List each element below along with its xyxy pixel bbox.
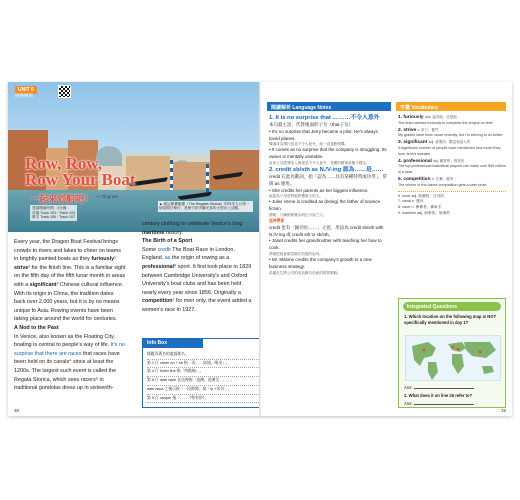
vocab-example: The top professional basketball players can make over $40 million in a year.: [398, 164, 506, 175]
body-paragraph: century clothing to celebrate Venice's long maritime history.: [142, 221, 243, 236]
vocab-extra: 9. maritime adj. 海事的；航海的: [398, 210, 451, 215]
language-note-line: • She credits her parents as her biggest influence.: [269, 187, 369, 193]
info-note: 第 8 行 date back 在這裡指「追溯、追溯至……」。: [147, 377, 265, 386]
info-note: 第 4 行 finish line 指「終點線」。: [147, 368, 265, 377]
vocabulary-list: [398, 114, 506, 217]
vocab-entry: 1. furiously adv. 猛烈地；狂熱地: [398, 115, 457, 120]
language-note-line: • Mr. Malone credits the company's growth to a new business strategy.: [269, 256, 372, 269]
book-spread: [8, 82, 512, 416]
info-note: 第 2 行 cheer on + sb 指「為……加油、喝采」。: [147, 360, 265, 369]
body-paragraph: Every year, the Dragon Boat Festival brings crowds to rivers and lakes to cheer on teams in brightly painted boats as they furiously¹ strive² for the finish line. This is a familiar sight on the fifth day of the fifth lunar month in areas with a significant³ Chinese cultural influence. With its origin in China, the tradition dates back over 2,000 years, but it is by no means unique to Asia. Rowing events have been taking place around the world for centuries.: [14, 239, 126, 323]
vocab-example: The team worked furiously to complete the project on time.: [398, 120, 494, 125]
vocab-example: My grades have been down recently, but I'm striving to do better.: [398, 133, 504, 138]
body-paragraph: In Venice, also known as the Floating City, boating is central to people's way of life. It's no surprise that there are races that races have been held on its canals⁴ since at least the 1200s. The largest such event is called the Regata Storica, which sees racers⁵ in traditional gondolas dress up in sixteenth-: [14, 333, 125, 392]
body-column-2: [142, 220, 254, 315]
language-note-heading: 延伸學習: [269, 218, 285, 223]
language-note-line: 珍妮把她會做菜歸功於她的祖母。: [269, 251, 323, 256]
right-page: [261, 82, 512, 416]
info-box-title: Info Box: [143, 339, 203, 348]
article-title: Row, Row, Row Your Boat: [25, 154, 136, 189]
vocab-entry: 4. professional adj. 職業的；專業的: [398, 158, 465, 164]
reading-meta: 建議閱讀時間：3分鐘 音檔 Track 103 · Track 104 單字 Track 106 · Track 107: [32, 206, 76, 219]
info-note: date back 之後可接「一段時間」或「to +年份」。: [147, 386, 265, 395]
body-column-1: [14, 238, 126, 393]
info-box-left-column: [147, 351, 265, 403]
question-1: 1. Which location on the following map is NOT specifically mentioned in day 1?: [404, 314, 497, 325]
language-note-line: 傑瑞成為飛行員並不令人意外，他一直喜歡飛機。: [269, 142, 349, 147]
language-note-line: 她認為父母是對她影響最大的人。: [269, 194, 323, 199]
language-note-line: credit 也有「歸功於……」之意，用法為 credit sb/sth with N./V-ing 或 credit sth to sb/sth。: [269, 224, 384, 237]
language-note-heading: 1. It is no surprise that ... ……不令人意外: [269, 115, 380, 121]
photo-caption: ▲ 威尼斯賽艇節（The Regatta Storica）的每年九月第一個星期日舉行，是吸引許多觀光客的大型水上活動。: [158, 201, 253, 212]
language-note-line: • Jules Verne is credited as (being) the father of science fiction.: [269, 199, 381, 212]
section-heading: The Birth of a Sport: [142, 238, 193, 245]
language-note-line: 這家公司經營陷入困境並不令人意外，老闆的精神狀態不穩定。: [269, 160, 370, 165]
page-number-right: 39: [500, 408, 506, 413]
vocab-extra: 7. canal n. 運河: [398, 199, 424, 204]
answer-1[interactable]: Ans:: [404, 385, 474, 390]
language-notes: [269, 114, 389, 276]
world-map: [405, 335, 501, 381]
unit-tab: UNIT 6: [15, 86, 37, 94]
qr-code-icon[interactable]: [58, 85, 71, 98]
vocab-extra: 8. racer n. 參賽者；賽車手: [398, 205, 442, 210]
language-note-line: credit 在此為動詞，指「認為……具有某種特質或功勞」，常與 as 連用。: [269, 173, 388, 186]
language-note-heading: 2. credit sb/sth as N./V-ing 認為……是……: [269, 166, 384, 173]
world-map-icon: [406, 336, 502, 382]
vocab-divider: [398, 191, 506, 192]
section-heading: A Nod to the Past: [14, 324, 59, 331]
vocab-entry: 5. competition n. 比賽；競爭: [398, 176, 454, 182]
language-note-line: 儒勒・凡爾納被譽為科幻小說之父。: [269, 212, 327, 217]
answer-2[interactable]: Ans:: [404, 401, 474, 406]
language-note-line: 本句最主語，代替後面的子句（that子句）: [269, 122, 354, 127]
vocab-entry: 3. significant adj. 重要的；數量相當大的: [398, 140, 471, 146]
vocab-example: A significant number of people have mentioned how much they love Jenn's sweater.: [398, 145, 501, 156]
body-paragraph: Some credit The Boat Race in London, England, as the origin of rowing as a professional⁶ sport. It first took place in 1829 between Cambridge University's and Oxford University's boat clubs and has been held nearly every year since 1856. Originally a competition⁷ for men only, the event added a women's race in 1927.: [142, 246, 252, 313]
vocab-entry: 2. strive v. 努力；奮鬥: [398, 127, 439, 133]
vocab-extra: 6. lunar adj. 陰曆的；月亮的: [398, 193, 445, 198]
vocab-example: The winner of the dance competition gets a cash prize.: [398, 182, 488, 187]
venice-photo: [8, 82, 259, 232]
integrated-questions-box: [398, 298, 506, 408]
unit-subtitle: 運動樂園: [15, 93, 33, 98]
question-2: 2. What does it on line 26 refer to?: [404, 393, 473, 398]
language-notes-title: 閱讀解析 Language Notes: [267, 102, 391, 111]
info-note: 標題為著名的童謠歌名。: [147, 351, 265, 360]
author-byline: — Ting Wu: [96, 194, 119, 199]
language-note-line: • Janet credits her grandmother with teaching her how to cook.: [269, 238, 382, 251]
page-number-left: 38: [14, 408, 20, 413]
language-note-line: • It comes as no surprise that the company is struggling. Its owner is mentally unstable.: [269, 147, 387, 160]
language-note-line: 馬龍先生將公司的成長歸功於新的經營策略。: [269, 270, 341, 275]
article-title-chinese: 一起來划船吧！: [30, 194, 94, 204]
info-note: 第 9 行 unique 指「……（特有的）」: [147, 395, 265, 404]
vocabulary-title: 字彙 Vocabulary: [396, 102, 506, 111]
language-note-line: • It's no surprise that Jerry became a pilot. He's always loved planes.: [269, 128, 378, 141]
integrated-questions-title: Integrated Questions: [403, 302, 501, 311]
